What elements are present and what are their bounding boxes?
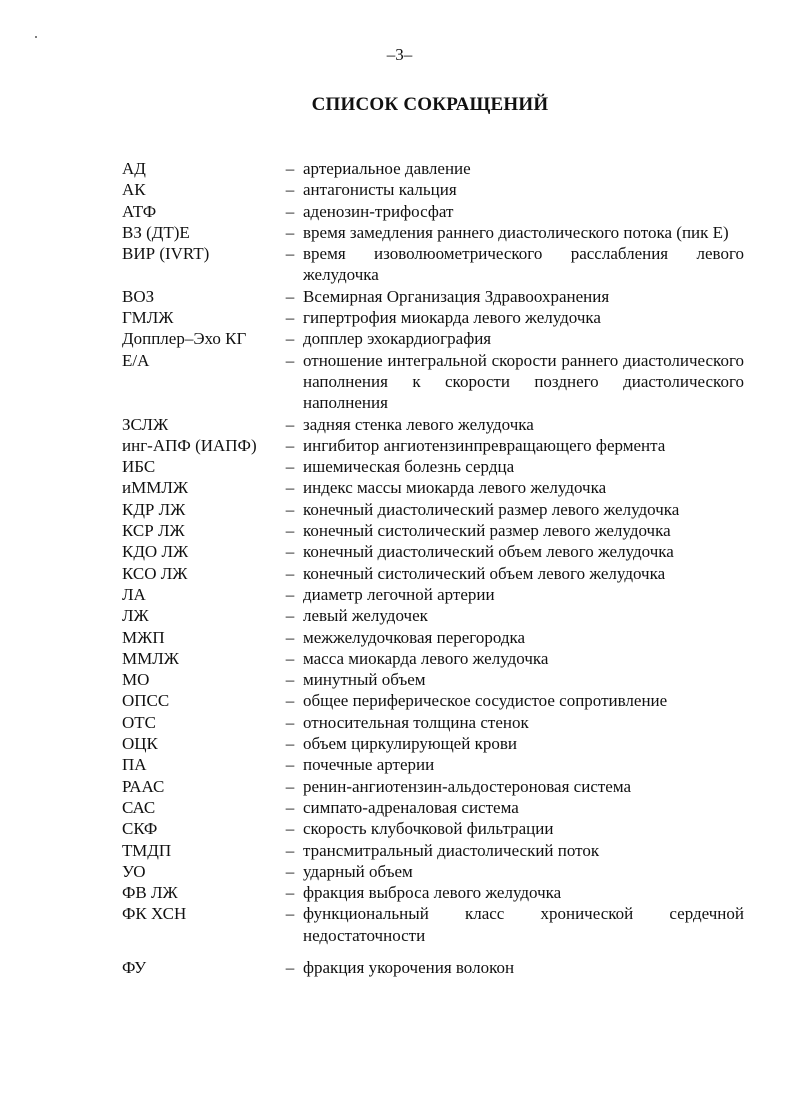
abbreviation-definition: время замедления раннего диастолического потока (пик Е) — [303, 222, 729, 242]
dash-separator: – — [285, 542, 295, 562]
abbreviation-definition: ренин-ангиотензин-альдостероновая система — [303, 776, 632, 796]
abbreviation-definition: левый желудочек — [303, 606, 428, 626]
abbreviation-row — [122, 563, 744, 584]
abbreviation-row — [122, 754, 744, 775]
abbreviation-term: Допплер–Эхо КГ — [122, 329, 247, 349]
abbreviation-term: ГМЛЖ — [122, 308, 174, 328]
abbreviation-row — [122, 435, 744, 456]
dash-separator: – — [285, 521, 295, 541]
abbreviation-definition: ишемическая болезнь сердца — [303, 457, 515, 477]
abbreviation-term: Е/А — [122, 350, 150, 370]
abbreviation-term: МЖП — [122, 627, 165, 647]
abbreviation-definition: конечный систолический объем левого желудочка — [303, 563, 666, 583]
dash-separator: – — [285, 457, 295, 477]
abbreviation-term: ФВ ЛЖ — [122, 883, 178, 903]
abbreviation-definition: трансмитральный диастолический поток — [303, 840, 600, 860]
dash-separator: – — [285, 159, 295, 178]
abbreviation-definition: Всемирная Организация Здравоохранения — [303, 286, 610, 306]
abbreviation-definition: скорость клубочковой фильтрации — [303, 819, 554, 839]
abbreviation-definition: аденозин-трифосфат — [303, 201, 454, 221]
abbreviation-definition: масса миокарда левого желудочка — [303, 648, 549, 668]
dash-separator: – — [285, 883, 295, 903]
dash-separator: – — [285, 222, 295, 242]
abbreviation-definition: гипертрофия миокарда левого желудочка — [303, 308, 601, 328]
abbreviation-term: АД — [122, 159, 146, 178]
abbreviation-row — [122, 669, 744, 690]
abbreviation-term: КДР ЛЖ — [122, 499, 186, 519]
abbreviation-row — [122, 520, 744, 541]
abbreviation-row — [122, 712, 744, 733]
abbreviation-definition: функциональный класс хронической сердечной недостаточности — [303, 904, 744, 945]
abbreviation-definition: время изоволюометрического расслабления левого желудочка — [303, 244, 744, 285]
dash-separator: – — [285, 286, 295, 306]
abbreviation-term: ЗСЛЖ — [122, 414, 169, 434]
abbreviation-row — [122, 690, 744, 711]
abbreviation-definition: отношение интегральной скорости раннего диастолического наполнения к скорости позднего диастолического наполнения — [303, 350, 744, 413]
abbreviation-row — [122, 243, 744, 286]
abbreviation-term: ФУ — [122, 957, 147, 977]
dash-separator: – — [285, 904, 295, 924]
abbreviation-term: УО — [122, 861, 146, 881]
dash-separator: – — [285, 180, 295, 200]
abbreviation-row — [122, 797, 744, 818]
page-number: –3– — [386, 45, 413, 64]
abbreviation-definition: артериальное давление — [303, 159, 471, 178]
abbreviation-row — [122, 158, 744, 179]
abbreviation-term: ЛЖ — [122, 606, 149, 626]
abbreviation-definition: фракция выброса левого желудочка — [303, 883, 562, 903]
abbreviation-definition: ударный объем — [303, 861, 413, 881]
abbreviation-row — [122, 286, 744, 307]
abbreviation-row — [122, 957, 744, 978]
dash-separator: – — [285, 435, 295, 455]
abbreviation-definition: минутный объем — [303, 670, 426, 690]
abbreviation-row — [122, 584, 744, 605]
abbreviation-definition: конечный диастолический размер левого желудочка — [303, 499, 680, 519]
abbreviation-term: ЛА — [122, 584, 146, 604]
dash-separator: – — [285, 670, 295, 690]
abbreviation-row — [122, 222, 744, 243]
abbreviation-row — [122, 818, 744, 839]
abbreviation-row — [122, 903, 744, 946]
abbreviation-row — [122, 307, 744, 328]
abbreviation-row — [122, 201, 744, 222]
abbreviation-term: СКФ — [122, 819, 158, 839]
abbreviation-definition: антагонисты кальция — [303, 180, 457, 200]
abbreviation-term: АК — [122, 180, 146, 200]
page-title: СПИСОК СОКРАЩЕНИЙ — [311, 94, 549, 115]
abbreviation-definition: конечный диастолический объем левого желудочка — [303, 542, 674, 562]
dash-separator: – — [285, 627, 295, 647]
abbreviation-definition: фракция укорочения волокон — [303, 957, 515, 977]
dash-separator: – — [285, 712, 295, 732]
abbreviation-term: ТМДП — [122, 840, 172, 860]
abbreviation-definition: задняя стенка левого желудочка — [303, 414, 534, 434]
dash-separator: – — [285, 797, 295, 817]
dash-separator: – — [285, 201, 295, 221]
abbreviation-term: ИБС — [122, 457, 156, 477]
abbreviation-term: САС — [122, 797, 156, 817]
abbreviation-definition: индекс массы миокарда левого желудочка — [303, 478, 607, 498]
dash-separator: – — [285, 691, 295, 711]
dash-separator: – — [285, 957, 295, 977]
abbreviation-term: ВЗ (ДТ)Е — [122, 222, 190, 242]
dash-separator: – — [285, 734, 295, 754]
abbreviation-term: КСО ЛЖ — [122, 563, 188, 583]
abbreviation-row — [122, 861, 744, 882]
abbreviation-row — [122, 499, 744, 520]
dash-separator: – — [285, 584, 295, 604]
abbreviation-definition: диаметр легочной артерии — [303, 584, 495, 604]
abbreviation-row — [122, 456, 744, 477]
dash-separator: – — [285, 776, 295, 796]
dash-separator: – — [285, 499, 295, 519]
abbreviation-term: КДО ЛЖ — [122, 542, 189, 562]
abbreviation-row — [122, 179, 744, 200]
abbreviation-row — [122, 414, 744, 435]
abbreviation-definition: конечный систолический размер левого желудочка — [303, 521, 671, 541]
abbreviation-term: ВОЗ — [122, 286, 155, 306]
abbreviation-row — [122, 350, 744, 414]
abbreviation-definition: симпато-адреналовая система — [303, 797, 519, 817]
dash-separator: – — [285, 648, 295, 668]
dash-separator: – — [285, 861, 295, 881]
abbreviation-definition: допплер эхокардиография — [303, 329, 492, 349]
abbreviation-definition: почечные артерии — [303, 755, 435, 775]
dash-separator: – — [285, 414, 295, 434]
abbreviation-row — [122, 328, 744, 349]
abbreviation-definition: объем циркулирующей крови — [303, 734, 517, 754]
dash-separator: – — [285, 329, 295, 349]
abbreviation-definition: ингибитор ангиотензинпревращающего фермента — [303, 435, 666, 455]
abbreviation-row — [122, 477, 744, 498]
abbreviation-row — [122, 882, 744, 903]
abbreviation-list — [122, 158, 744, 978]
abbreviation-row — [122, 627, 744, 648]
dash-separator: – — [285, 755, 295, 775]
abbreviation-term: КСР ЛЖ — [122, 521, 185, 541]
dash-separator: – — [285, 840, 295, 860]
abbreviation-term: ММЛЖ — [122, 648, 179, 668]
dash-separator: – — [285, 563, 295, 583]
abbreviation-term: МО — [122, 670, 150, 690]
dash-separator: – — [285, 244, 295, 264]
abbreviation-row — [122, 541, 744, 562]
abbreviation-term: ФК ХСН — [122, 904, 187, 924]
abbreviation-term: ОЦК — [122, 734, 158, 754]
abbreviation-term: иММЛЖ — [122, 478, 189, 498]
scan-speck — [35, 36, 37, 38]
abbreviation-term: ПА — [122, 755, 147, 775]
abbreviation-term: РААС — [122, 776, 165, 796]
abbreviation-term: ОТС — [122, 712, 156, 732]
abbreviation-term: АТФ — [122, 201, 157, 221]
dash-separator: – — [285, 350, 295, 370]
dash-separator: – — [285, 308, 295, 328]
abbreviation-term: ОПСС — [122, 691, 170, 711]
abbreviation-definition: относительная толщина стенок — [303, 712, 529, 732]
abbreviation-row — [122, 840, 744, 861]
abbreviation-row — [122, 605, 744, 626]
abbreviation-term: ВИР (IVRT) — [122, 244, 210, 264]
abbreviation-definition: межжелудочковая перегородка — [303, 627, 526, 647]
abbreviation-definition: общее периферическое сосудистое сопротивление — [303, 691, 668, 711]
abbreviation-row — [122, 733, 744, 754]
abbreviation-row — [122, 648, 744, 669]
dash-separator: – — [285, 819, 295, 839]
abbreviation-term: инг-АПФ (ИАПФ) — [122, 435, 257, 455]
abbreviation-row — [122, 776, 744, 797]
dash-separator: – — [285, 478, 295, 498]
dash-separator: – — [285, 606, 295, 626]
